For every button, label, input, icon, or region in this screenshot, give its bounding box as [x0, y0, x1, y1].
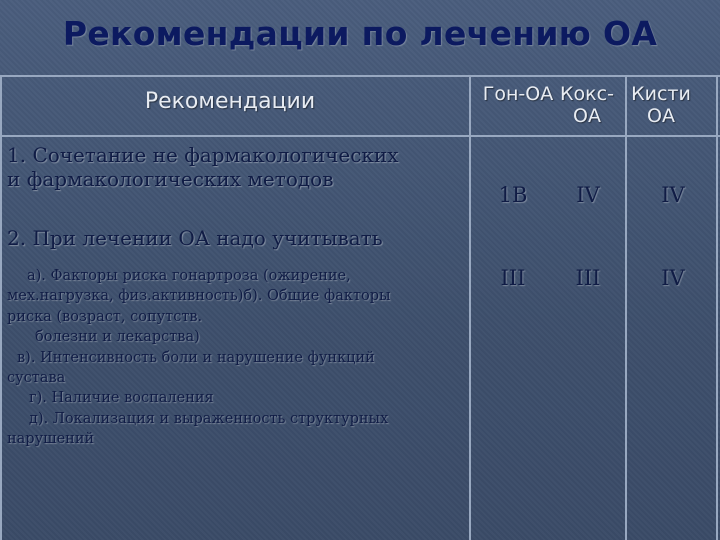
row2-details — [7, 266, 467, 450]
detail-line: болезни и лекарства) — [35, 329, 200, 346]
header-kisti-oa — [628, 83, 694, 127]
header-koks-line1: Кокс- — [560, 83, 614, 105]
detail-line: а). Факторы риска гонартроза (ожирение, — [27, 268, 351, 284]
detail-line: сустава — [7, 370, 66, 387]
detail-line: риска (возраст, сопутств. — [7, 308, 203, 325]
header-kisti-line2: ОА — [647, 105, 675, 127]
table-border-header — [0, 135, 720, 137]
row1-text-line2: и фармакологических методов — [7, 167, 334, 191]
page-title: Рекомендации по лечению ОА — [62, 14, 658, 53]
table-divider-col1 — [469, 75, 471, 540]
table-border-right — [716, 75, 718, 540]
header-koks-oa — [552, 83, 622, 127]
row1-koks-value: IV — [576, 183, 600, 207]
header-recommendations: Рекомендации — [144, 89, 316, 114]
row2-heading: 2. При лечении ОА надо учитывать — [7, 226, 383, 250]
header-koks-line2: ОА — [573, 105, 601, 127]
detail-line: мех.нагрузка, физ.активность)б). Общие факторы — [7, 288, 391, 305]
header-kisti-line1: Кисти — [631, 83, 691, 105]
row2-koks-value: III — [575, 266, 601, 290]
detail-line: нарушений — [7, 431, 95, 448]
table-divider-col3 — [625, 75, 627, 540]
row1-text-line1: 1. Сочетание не фармакологических — [7, 143, 399, 167]
detail-line: г). Наличие воспаления — [29, 390, 214, 407]
row2-gon-value: III — [500, 266, 526, 290]
detail-line: в). Интенсивность боли и нарушение функций — [17, 349, 375, 366]
table-border-top — [0, 75, 720, 77]
table-border-left — [0, 75, 2, 540]
row1-kisti-value: IV — [661, 183, 685, 207]
detail-line: д). Локализация и выраженность структурных — [29, 410, 389, 427]
row2-kisti-value: IV — [661, 266, 685, 290]
row1-recommendation — [7, 143, 467, 191]
row1-gon-value: 1В — [498, 183, 528, 207]
header-gon-oa: Гон-ОА — [482, 83, 554, 105]
